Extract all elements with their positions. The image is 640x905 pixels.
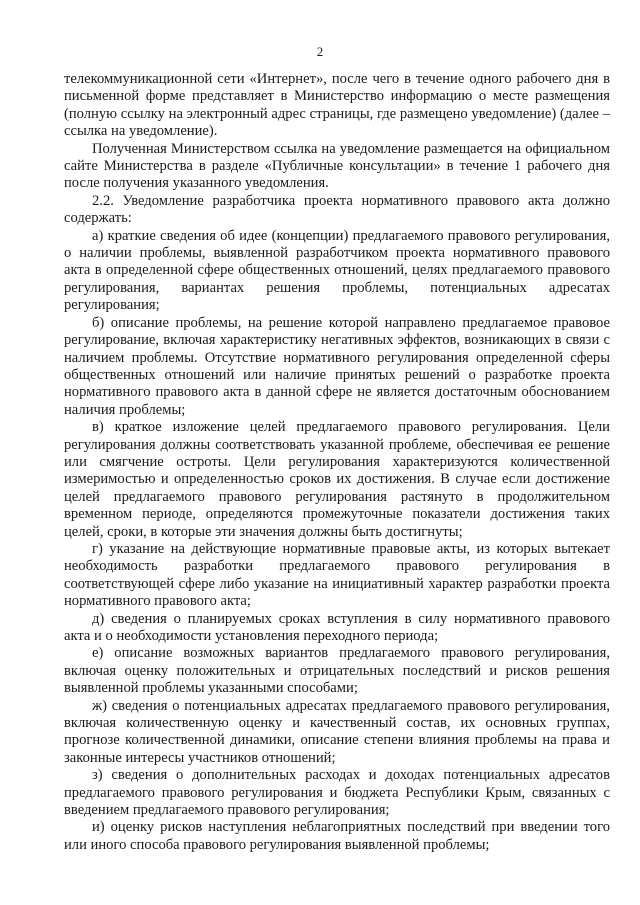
list-item-b: б) описание проблемы, на решение которой направлено предлагаемое правовое регулирование, включая характеристику негативных эффектов, возникающих в связи с наличием проблемы. Отсутствие нормативного регулирования определенной сферы общественных отношений или наличие принятых решений о разработке проекта нормативного правового акта в данной сфере не является достаточным обоснованием наличия проблемы; <box>64 314 610 418</box>
paragraph-section-2-2: 2.2. Уведомление разработчика проекта нормативного правового акта должно содержать: <box>64 192 610 227</box>
list-item-zh: ж) сведения о потенциальных адресатах предлагаемого правового регулирования, включая количественную оценку и качественный состав, их основных группах, прогнозе количественной динамики, описание степени влияния проблемы на права и законные интересы участников отношений; <box>64 697 610 766</box>
paragraph-link-publication: Полученная Министерством ссылка на уведомление размещается на официальном сайте Министерства в разделе «Публичные консультации» в течение 1 рабочего дня после получения указанного уведомления. <box>64 140 610 192</box>
list-item-e: е) описание возможных вариантов предлагаемого правового регулирования, включая оценку положительных и отрицательных последствий и рисков решения выявленной проблемы указанными способами; <box>64 645 610 697</box>
page-number: 2 <box>316 44 324 59</box>
list-item-g: г) указание на действующие нормативные правовые акты, из которых вытекает необходимость разработки предлагаемого правового регулирования в соответствующей сфере либо указание на инициативный характер разработки проекта нормативного правового акта; <box>64 540 610 610</box>
list-item-z: з) сведения о дополнительных расходах и доходах потенциальных адресатов предлагаемого правового регулирования и бюджета Республики Крым, связанных с введением предлагаемого правового регулирования; <box>64 767 610 819</box>
list-item-a: а) краткие сведения об идее (концепции) предлагаемого правового регулирования, о наличии проблемы, выявленной разработчиком проекта нормативного правового акта в определенной сфере общественных отношений, целях предлагаемого правового регулирования, вариантах решения проблемы, потенциальных адресатах регулирования; <box>64 227 610 314</box>
list-item-i: и) оценку рисков наступления неблагоприятных последствий при введении того или иного способа правового регулирования выявленной проблемы; <box>64 819 610 853</box>
list-item-d: д) сведения о планируемых сроках вступления в силу нормативного правового акта и о необходимости установления переходного периода; <box>64 610 610 644</box>
paragraph-continuation: телекоммуникационной сети «Интернет», после чего в течение одного рабочего дня в письменной форме представляет в Министерство информацию о месте размещения (полную ссылку на электронный адрес страницы, где размещено уведомление) (далее – ссылка на уведомление). <box>64 71 610 140</box>
document-body <box>64 71 610 854</box>
list-item-v: в) краткое изложение целей предлагаемого правового регулирования. Цели регулирования должны соответствовать указанной проблеме, обеспечивая ее решение или смягчение остроты. Цели регулирования характеризуются количественной измеримостью и определенностью сроков их достижения. В случае если достижение целей предлагаемого правового регулирования растянуто в продолжительном временном периоде, определяются промежуточные показатели достижения таких целей, сроки, в которые эти значения должны быть достигнуты; <box>64 419 610 540</box>
